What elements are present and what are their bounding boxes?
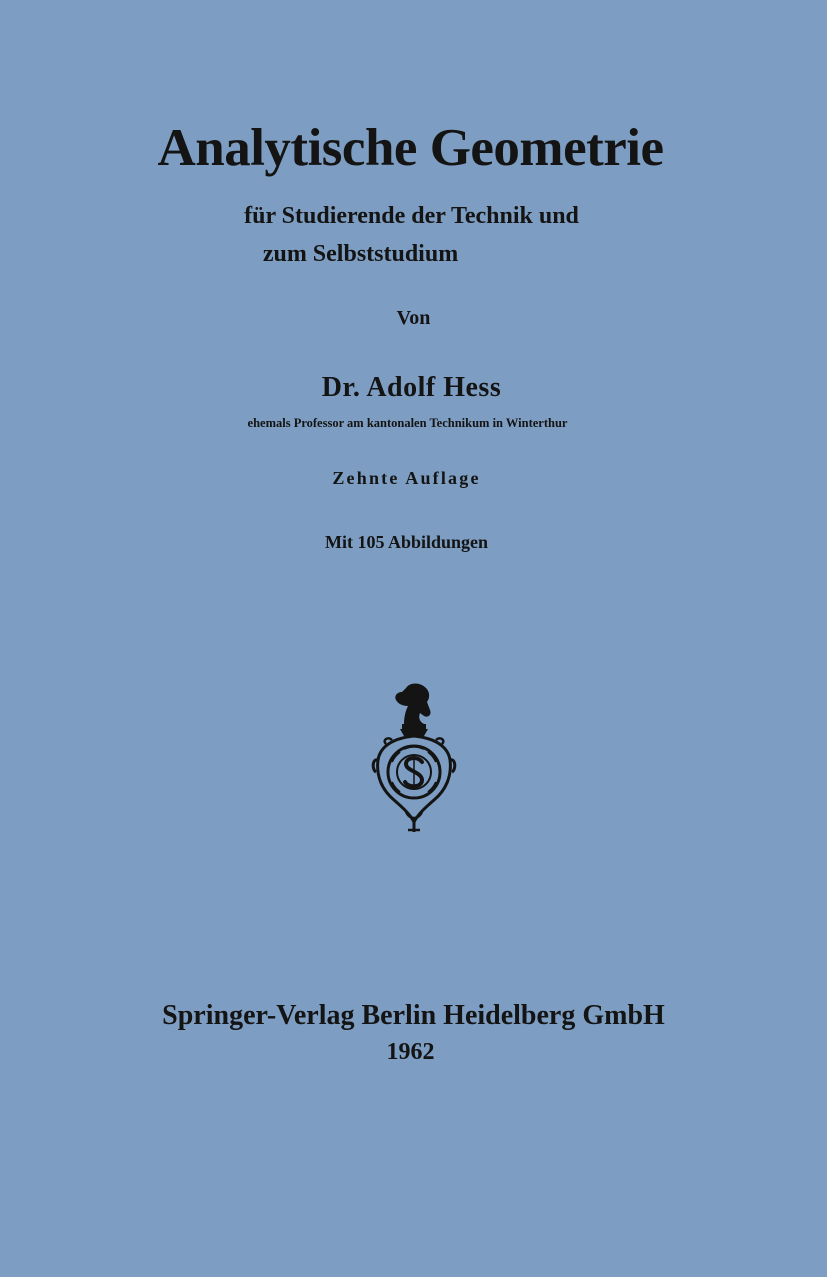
book-subtitle-line-2: zum Selbststudium [262,241,459,267]
by-label: Von [396,307,431,329]
publication-year: 1962 [386,1039,435,1065]
figures-note: Mit 105 Abbildungen [324,532,489,552]
author-name: Dr. Adolf Hess [321,372,502,403]
book-subtitle-line-1: für Studierende der Technik und [244,203,579,229]
publisher-name: Springer-Verlag Berlin Heidelberg GmbH [162,1000,665,1031]
author-affiliation: ehemals Professor am kantonalen Technikum in Winterthur [247,416,568,430]
edition-label: Zehnte Auflage [332,468,481,488]
springer-knight-logo-icon [370,680,458,838]
book-title: Analytische Geometrie [157,119,664,177]
